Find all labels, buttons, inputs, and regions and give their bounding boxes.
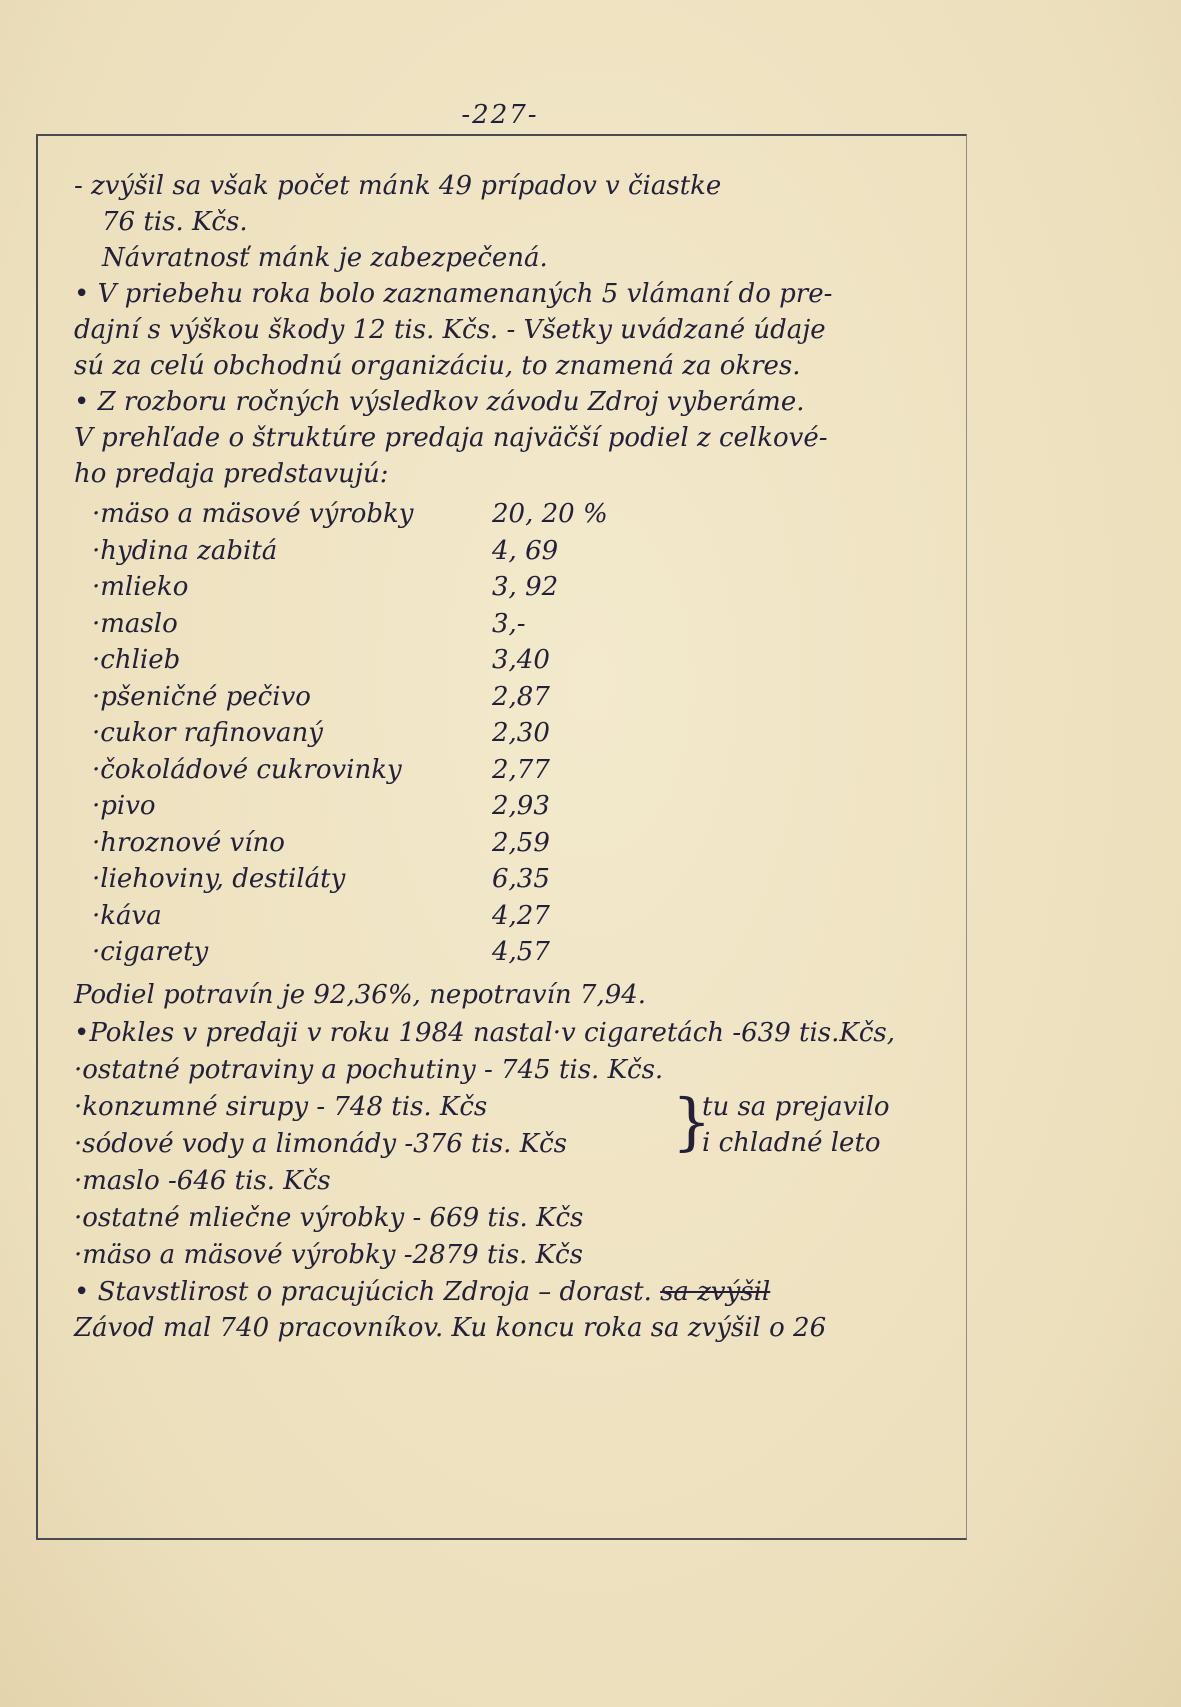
paragraph-line: 76 tis. Kčs. bbox=[102, 207, 248, 237]
decline-brace-group bbox=[74, 1084, 954, 1163]
item-value: 3,40 bbox=[492, 645, 550, 676]
item-value: 2,87 bbox=[492, 681, 550, 712]
item-value: 3, 92 bbox=[492, 572, 559, 603]
list-item bbox=[74, 496, 954, 533]
paragraph-line: Návratnosť mánk je zabezpečená. bbox=[102, 243, 548, 273]
list-item bbox=[74, 569, 954, 606]
item-value: 2,77 bbox=[492, 754, 550, 785]
list-item bbox=[74, 679, 954, 716]
item-label: ·hroznové víno bbox=[92, 827, 285, 858]
decline-line: •Pokles v predaji v roku 1984 nastal·v cigaretách -639 tis.Kčs, bbox=[74, 1017, 895, 1048]
item-label: ·pšeničné pečivo bbox=[92, 681, 311, 712]
brace-note-line: i chladné leto bbox=[702, 1127, 881, 1158]
sales-structure-list bbox=[74, 496, 954, 971]
paragraph-line: • V priebehu roka bolo zaznamenaných 5 vlámaní do pre- bbox=[74, 279, 833, 309]
item-label: ·maslo bbox=[92, 608, 178, 639]
list-item bbox=[74, 825, 954, 862]
list-item bbox=[74, 715, 954, 752]
list-item bbox=[74, 606, 954, 643]
paragraph-line: sú za celú obchodnú organizáciu, to znamená za okres. bbox=[74, 351, 801, 381]
sales-decline-list bbox=[74, 1015, 954, 1274]
decline-line: ·mäso a mäsové výrobky -2879 tis. Kčs bbox=[74, 1239, 583, 1270]
paragraph-line: dajní s výškou škody 12 tis. Kčs. - Všetky uvádzané údaje bbox=[74, 315, 826, 345]
item-value: 4,57 bbox=[492, 937, 550, 968]
list-item bbox=[74, 788, 954, 825]
item-label: ·mlieko bbox=[92, 572, 189, 603]
staff-line: Závod mal 740 pracovníkov. Ku koncu roka sa zvýšil o 26 bbox=[74, 1312, 827, 1343]
list-item bbox=[74, 533, 954, 570]
list-item bbox=[74, 861, 954, 898]
item-value: 6,35 bbox=[492, 864, 550, 895]
item-value: 3,- bbox=[492, 608, 526, 639]
list-item bbox=[74, 898, 954, 935]
item-label: ·cukor rafinovaný bbox=[92, 718, 323, 749]
paragraph-line: - zvýšil sa však počet mánk 49 prípadov v čiastke bbox=[74, 171, 722, 201]
curly-brace: } bbox=[672, 1084, 712, 1158]
brace-note-line: tu sa prejavilo bbox=[702, 1091, 890, 1122]
list-item bbox=[74, 934, 954, 971]
staff-line bbox=[74, 1274, 954, 1310]
item-value: 4, 69 bbox=[492, 535, 559, 566]
decline-line: ·ostatné potraviny a pochutiny - 745 tis. Kčs. bbox=[74, 1054, 664, 1085]
list-item bbox=[74, 642, 954, 679]
item-value: 2,93 bbox=[492, 791, 550, 822]
item-label: ·cigarety bbox=[92, 937, 209, 968]
decline-line: ·ostatné mliečne výrobky - 669 tis. Kčs bbox=[74, 1202, 584, 1233]
item-value: 4,27 bbox=[492, 900, 550, 931]
item-label: ·pivo bbox=[92, 791, 156, 822]
item-label: ·čokoládové cukrovinky bbox=[92, 754, 402, 785]
handwritten-text bbox=[74, 168, 954, 1346]
paragraph-line: V prehľade o štruktúre predaja najväčší podiel z celkové- bbox=[74, 423, 828, 453]
item-label: ·hydina zabitá bbox=[92, 535, 278, 566]
decline-line: ·konzumné sirupy - 748 tis. Kčs bbox=[74, 1091, 488, 1122]
decline-line: ·sódové vody a limonády -376 tis. Kčs bbox=[74, 1128, 568, 1159]
decline-line: ·maslo -646 tis. Kčs bbox=[74, 1165, 331, 1196]
item-label: ·mäso a mäsové výrobky bbox=[92, 499, 414, 530]
staff-text: • Stavstlirost o pracujúcich Zdroja – dorast. bbox=[74, 1276, 661, 1307]
item-label: ·káva bbox=[92, 900, 162, 931]
item-label: ·liehoviny, destiláty bbox=[92, 864, 346, 895]
brace-note bbox=[702, 1089, 890, 1161]
item-value: 2,59 bbox=[492, 827, 550, 858]
paragraph-line: ho predaja predstavujú: bbox=[74, 459, 389, 489]
page-number: -227- bbox=[461, 100, 539, 130]
item-label: ·chlieb bbox=[92, 645, 181, 676]
paragraph-line: • Z rozboru ročných výsledkov závodu Zdroj vyberáme. bbox=[74, 387, 805, 417]
share-summary: Podiel potravín je 92,36%, nepotravín 7,94. bbox=[74, 979, 647, 1010]
list-item bbox=[74, 752, 954, 789]
item-value: 20, 20 % bbox=[492, 499, 608, 530]
item-value: 2,30 bbox=[492, 718, 550, 749]
struck-text: sa zvýšil bbox=[660, 1276, 771, 1307]
